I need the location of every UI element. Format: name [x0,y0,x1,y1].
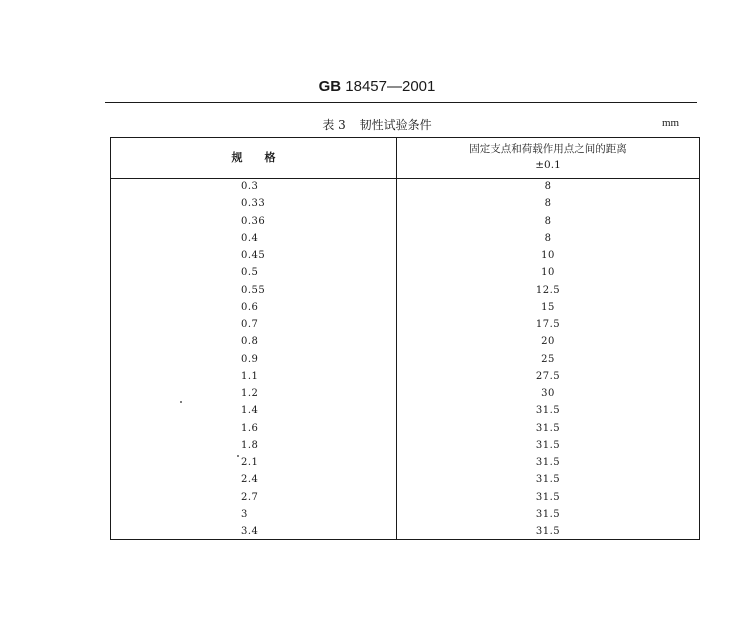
cell-spec: 0.45 [241,250,266,261]
cell-spec: 2.1 [241,457,259,468]
cell-spec: 1.6 [241,422,259,434]
cell-distance: 31.5 [535,439,561,451]
cell-distance: 31.5 [535,474,561,486]
cell-distance: 31.5 [535,405,561,417]
cell-distance: 8 [544,215,552,227]
standard-number: 18457—2001 [345,78,436,95]
cell-spec: 0.36 [241,215,266,227]
cell-spec: 0.8 [241,336,259,348]
table-row [111,437,699,454]
cell-distance: 31.5 [535,508,561,520]
cell-spec: 1.1 [241,370,259,382]
cell-distance: 10 [541,250,555,261]
standard-prefix: GB [318,78,342,95]
cell-spec: 0.6 [241,301,259,313]
cell-spec: 0.7 [241,319,259,330]
table-caption: 韧性试验条件 [359,118,432,132]
cell-spec: 1.2 [241,388,259,399]
cell-spec: 1.4 [241,405,259,417]
cell-distance: 25 [541,353,555,365]
cell-distance: 31.5 [535,526,561,537]
table-row [111,506,699,523]
cell-spec: 0.9 [241,353,259,365]
unit-label: mm [662,117,680,129]
cell-distance: 30 [541,388,555,399]
table-row [111,489,699,506]
cell-spec: 2.7 [241,491,259,503]
cell-distance: 12.5 [535,284,561,296]
table-row [111,420,699,437]
table-row [111,178,699,195]
column-header-spec [111,138,396,178]
document-header [0,78,754,95]
cell-spec: 3.4 [241,526,259,537]
cell-spec: 0.5 [241,267,259,279]
cell-spec: 1.8 [241,439,259,451]
table-row [111,195,699,212]
column-header-tolerance: ±0.1 [535,159,561,171]
table-row [111,523,699,540]
table-body [111,178,699,540]
table-row [111,471,699,488]
table-row [111,230,699,247]
table-row [111,213,699,230]
cell-distance: 15 [541,301,555,313]
table-row [111,299,699,316]
cell-distance: 31.5 [535,457,561,468]
table-row [111,316,699,333]
cell-spec: 0.4 [241,232,259,244]
cell-distance: 17.5 [535,319,561,330]
cell-spec: 3 [241,508,248,520]
table-row [111,368,699,385]
table-title [0,116,754,133]
cell-spec: 0.33 [241,198,266,210]
header-rule [105,102,697,103]
cell-spec: 0.55 [241,284,266,296]
table-row [111,264,699,281]
table-row [111,385,699,402]
table-row [111,333,699,350]
toughness-test-table [110,137,700,540]
cell-distance: 31.5 [535,491,561,503]
table-row [111,402,699,419]
scan-speck [237,455,239,457]
cell-distance: 8 [544,198,552,210]
table-row [111,351,699,368]
cell-distance: 31.5 [535,422,561,434]
column-header-spec-right: 格 [264,151,276,164]
table-number: 表 3 [322,118,346,132]
cell-distance: 8 [544,232,552,244]
table-row [111,454,699,471]
table-row [111,247,699,264]
cell-spec: 0.3 [241,181,259,192]
table-row [111,282,699,299]
cell-distance: 10 [541,267,555,279]
column-header-distance: 固定支点和荷载作用点之间的距离 [469,143,627,155]
cell-distance: 20 [541,336,555,348]
cell-distance: 8 [544,181,552,192]
scan-speck [180,401,182,403]
cell-distance: 27.5 [535,370,561,382]
column-header-spec-left: 规 [231,151,243,164]
cell-spec: 2.4 [241,474,259,486]
